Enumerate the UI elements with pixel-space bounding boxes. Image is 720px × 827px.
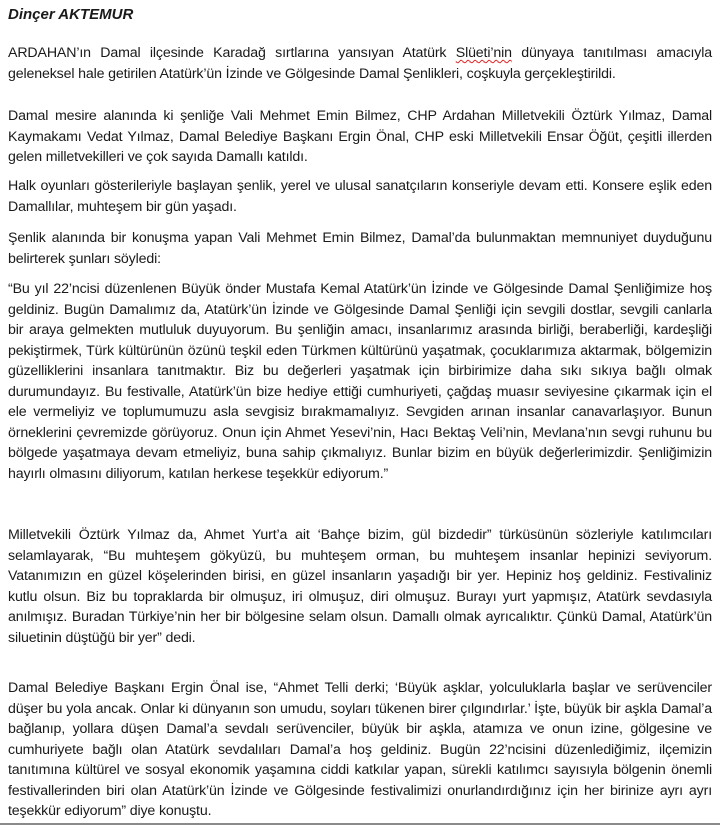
paragraph-program: Halk oyunları gösterileriyle başlayan şenlik, yerel ve ulusal sanatçıların konseriyle devam etti. Konsere eşlik eden Damallılar, muhteşem bir gün yaşadı. (8, 178, 712, 215)
paragraph-intro (8, 43, 712, 84)
paragraph-attendees: Damal mesire alanında ki şenliğe Vali Mehmet Emin Bilmez, CHP Ardahan Milletvekili Öztürk Yılmaz, Damal Kaymakamı Vedat Yılmaz, Damal Belediye Başkanı Ergin Önal, CHP eski Milletvekili Ensar Öğüt, çeşitli illerden gelen milletvekilleri ve çok sayıda Damallı katıldı. (8, 108, 712, 165)
page-bottom-border (0, 823, 720, 825)
paragraph-mp-speech: Milletvekili Öztürk Yılmaz da, Ahmet Yurt’a ait ‘Bahçe bizim, gül bizdedir” türküsünün sözleriyle katılımcıları selamlayarak, “Bu muhteşem gökyüzü, bu muhteşem orman, bu muhteşem insanlar hepinizi seviyorum. Vatanımızın en güzel köşelerinden birisi, en güzel insanların yaşadığı bir yer. Hepiniz hoş geldiniz. Festivaliniz kutlu olsun. Biz bu topraklarda bir olmuşuz, iri olmuşuz, diri olmuşuz. Burayı yurt yapmışız, Atatürk sevdasıyla anılmışız. Buradan Türkiye’nin her bir bölgesine selam olsun. Damallı olmak ayrıcalıktır. Çünkü Damal, Atatürk’ün siluetinin düştüğü bir yer” dedi. (8, 527, 712, 646)
author-byline: Dinçer AKTEMUR (8, 6, 134, 23)
spelling-error-word[interactable]: Slüeti’nin (455, 45, 512, 61)
paragraph-governor-quote: “Bu yıl 22’ncisi düzenlenen Büyük önder Mustafa Kemal Atatürk’ün İzinde ve Gölgesinde Damal Şenliğimize hoş geldiniz. Bugün Damalımız da, Atatürk’ün İzinde ve Gölgesinde Damal Şenliği için sevgili dostlar, sevgili canlarla bir araya gelmekten mutluluk duyuyorum. Bu şenliğin amacı, insanlarımız arasında birliği, beraberliği, kardeşliği pekiştirmek, Türk kültürünün özünü teşkil eden Türkmen kültürünü yaşatmak, çocuklarımıza aktarmak, bölgemizin güzelliklerini insanlara tanıtmaktır. Biz bu değerleri yaşatmak için birbirimize daha sıkı sıkıya bağlı olmak durumundayız. Bu festivalle, Atatürk’ün bize hediye ettiği cumhuriyeti, çağdaş muasır seviyesine çıkarmak için el ele vermeliyiz ve toplumumuzu asla sevgisiz bırakmamalıyız. Sevgiden arınan insanlar canavarlaşıyor. Bunun örneklerini çevremizde görüyoruz. Onun için Ahmet Yesevi’nin, Hacı Bektaş Veli’nin, Mevlana’nın sevgi ruhunu bu bölgede yaşatmaya devam etmeliyiz, buna sahip çıkmalıyız. Bunlar bizim en büyük değerlerimizdir. Şenliğimizin hayırlı olmasını diliyorum, katılan herkese teşekkür ediyorum.” (8, 281, 712, 482)
intro-text-start: ARDAHAN’ın Damal ilçesinde Karadağ sırtlarına yansıyan Atatürk (8, 45, 456, 61)
paragraph-mayor-speech: Damal Belediye Başkanı Ergin Önal ise, “Ahmet Telli derki; ‘Büyük aşklar, yolculuklarla başlar ve serüvenciler düşer bu yola ancak. Onlar ki dünyanın son umudu, soyları tükenen birer çılgındırlar.’ İşte, büyük bir aşkla Damal’a bağlanıp, yollara düşen Damal’a sevdalı serüvenciler, büyük bir aşkla, atamıza ve onun izine, gölgesine ve cumhuriyete bağlı olan Atatürk sevdalıları Damal’a hoş geldiniz. Bugün 22’ncisini düzenlediğimiz, ilçemizin tanıtımına kültürel ve sosyal ekonomik yaşamına ciddi katkılar yapan, sürekli katılımcı sayısıyla bölgenin önemli festivallerinden biri olan Atatürk’ün İzinde ve Gölgesinde festivalimizi onurlandırdığınız için her birinize ayrı ayrı teşekkür ediyorum” diye konuştu. (8, 680, 712, 819)
intro-text-end: dünyaya tanıtılması amacıyla geleneksel hale getirilen Atatürk’ün İzinde ve Gölgesinde Damal Şenlikleri, coşkuyla gerçekleştirildi. (8, 45, 712, 82)
paragraph-governor-intro: Şenlik alanında bir konuşma yapan Vali Mehmet Emin Bilmez, Damal’da bulunmaktan memnuniyet duyduğunu belirterek şunları söyledi: (8, 230, 712, 267)
